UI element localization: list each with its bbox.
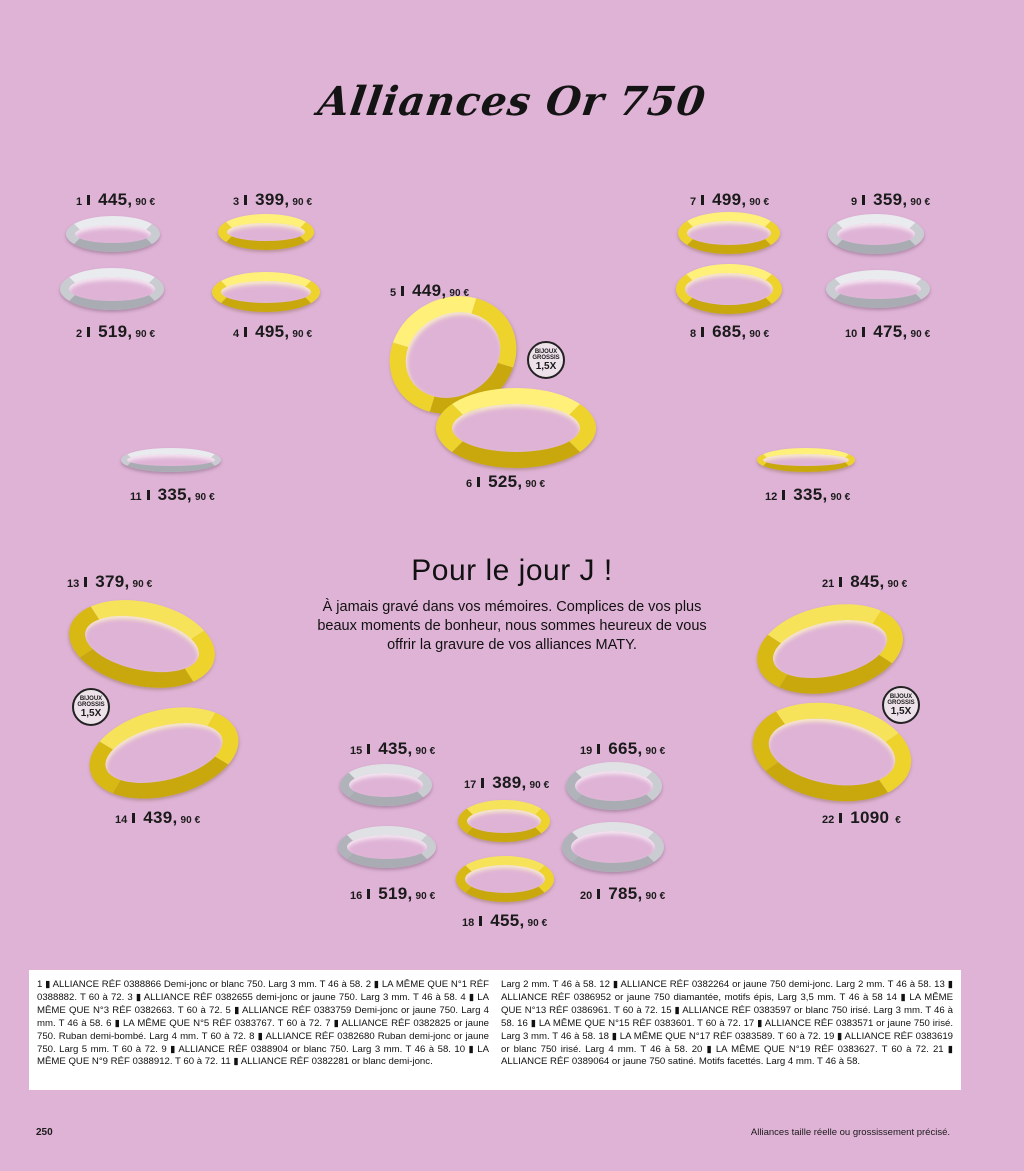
separator-bar <box>244 195 247 205</box>
separator-bar <box>367 889 370 899</box>
separator-bar <box>147 490 150 500</box>
price-label <box>580 884 665 904</box>
ring-13-image <box>61 588 223 701</box>
badge-line-1: BIJOUX <box>889 693 913 700</box>
item-number: 10 <box>845 328 858 340</box>
price-integer: 379, <box>95 572 130 591</box>
item-number: 12 <box>765 491 778 503</box>
badge-line-3: 1,5X <box>890 705 912 717</box>
ring-15-image <box>340 764 432 806</box>
price-currency: € <box>844 492 851 503</box>
separator-bar <box>597 744 600 754</box>
price-cents: 90 <box>525 479 537 490</box>
details-column-right: Larg 2 mm. T 46 à 58. 12 ▮ ALLIANCE RÉF 0382264 or jaune 750 demi-jonc. Larg 2 mm. T 46 à 58. 13 ▮ ALLIANCE RÉF 0386952 or jaune 750 diamantée, motifs épis, Larg 3,5 mm. T 46 à 58 14 ▮ LA MÊME QUE N°13 RÉF 0386961. T 60 à 72. 15 ▮ ALLIANCE RÉF 0383597 or blanc 750 irisé. Larg 3 mm. T 46 à 58. 16 ▮ LA MÊME QUE N°15 RÉF 0383601. T 60 à 72. 17 ▮ ALLIANCE RÉF 0383571 or jaune 750 irisé. Larg 3 mm. T 46 à 58. 18 ▮ LA MÊME QUE N°17 RÉF 0383589. T 60 à 72. 19 ▮ ALLIANCE RÉF 0383619 or blanc 750 irisé. Larg 4 mm. T 46 à 58. 20 ▮ LA MÊME QUE N°19 RÉF 0383627. T 60 à 72. 21 ▮ ALLIANCE RÉF 0389064 or jaune 750 satiné. Motifs facettés. Larg 4 mm. T 46 à 58. <box>501 979 953 1068</box>
ring-8-image <box>676 264 782 314</box>
ring-17-image <box>458 800 550 842</box>
ring-4-image <box>212 272 320 312</box>
separator-bar <box>479 916 482 926</box>
separator-bar <box>244 327 247 337</box>
price-cents: 90 <box>910 329 922 340</box>
separator-bar <box>597 889 600 899</box>
price-integer: 335, <box>157 485 192 504</box>
magnification-badge <box>527 341 565 379</box>
ring-12-image <box>757 448 855 472</box>
price-currency: € <box>901 579 908 590</box>
item-number: 13 <box>67 578 80 590</box>
separator-bar <box>839 813 842 823</box>
price-currency: € <box>543 780 550 791</box>
price-integer: 495, <box>255 322 290 341</box>
separator-bar <box>862 195 865 205</box>
ring-2-image <box>60 268 164 310</box>
item-number: 17 <box>464 779 477 791</box>
price-label <box>464 773 549 793</box>
separator-bar <box>367 744 370 754</box>
price-cents: 90 <box>887 579 899 590</box>
price-integer: 499, <box>712 190 747 209</box>
price-label <box>462 911 547 931</box>
item-number: 8 <box>690 328 697 340</box>
price-integer: 435, <box>378 739 413 758</box>
item-number: 21 <box>822 578 835 590</box>
price-cents: 90 <box>645 891 657 902</box>
price-label <box>233 190 312 210</box>
item-number: 15 <box>350 745 363 757</box>
price-cents: 90 <box>749 329 761 340</box>
footer-note: Alliances taille réelle ou grossissement précisé. <box>750 1127 950 1138</box>
item-number: 2 <box>76 328 83 340</box>
separator-bar <box>862 327 865 337</box>
price-integer: 525, <box>488 472 523 491</box>
price-integer: 685, <box>712 322 747 341</box>
product-details-box <box>29 970 961 1090</box>
price-cents: 90 <box>132 579 144 590</box>
price-currency: € <box>429 891 436 902</box>
price-integer: 845, <box>850 572 885 591</box>
item-number: 11 <box>130 491 142 503</box>
price-label <box>233 322 312 342</box>
price-cents: 90 <box>415 891 427 902</box>
price-label <box>765 485 850 505</box>
item-number: 18 <box>462 917 475 929</box>
price-integer: 785, <box>608 884 643 903</box>
price-label <box>350 739 435 759</box>
item-number: 4 <box>233 328 240 340</box>
item-number: 3 <box>233 196 240 208</box>
ring-19-image <box>566 762 662 810</box>
price-cents: 90 <box>292 197 304 208</box>
separator-bar <box>481 778 484 788</box>
price-integer: 519, <box>98 322 133 341</box>
price-currency: € <box>149 197 156 208</box>
separator-bar <box>701 327 704 337</box>
ring-1-image <box>66 216 160 252</box>
price-integer: 439, <box>143 808 178 827</box>
price-cents: 90 <box>180 815 192 826</box>
magnification-badge <box>72 688 110 726</box>
badge-line-2: GROSSIS <box>887 699 915 706</box>
price-integer: 475, <box>873 322 908 341</box>
price-currency: € <box>541 918 548 929</box>
page-number: 250 <box>36 1127 53 1138</box>
price-label <box>690 190 769 210</box>
ring-11-image <box>121 448 221 472</box>
price-currency: € <box>895 815 901 826</box>
price-currency: € <box>659 746 666 757</box>
badge-line-2: GROSSIS <box>532 354 560 361</box>
item-number: 19 <box>580 745 593 757</box>
item-number: 1 <box>76 196 83 208</box>
price-currency: € <box>306 197 313 208</box>
price-label <box>130 485 215 505</box>
price-currency: € <box>924 197 931 208</box>
price-integer: 445, <box>98 190 133 209</box>
price-integer: 335, <box>793 485 828 504</box>
ring-9-image <box>828 214 924 254</box>
price-integer: 449, <box>412 281 447 300</box>
price-cents: 90 <box>292 329 304 340</box>
price-label <box>851 190 930 210</box>
price-currency: € <box>924 329 931 340</box>
item-number: 5 <box>390 287 397 299</box>
price-currency: € <box>149 329 156 340</box>
badge-line-1: BIJOUX <box>79 695 103 702</box>
price-integer: 1090 <box>850 808 890 827</box>
price-integer: 359, <box>873 190 908 209</box>
price-label <box>690 322 769 342</box>
price-cents: 90 <box>194 492 207 503</box>
ring-10-image <box>826 270 930 308</box>
price-cents: 90 <box>449 288 461 299</box>
price-currency: € <box>146 579 153 590</box>
ring-7-image <box>678 212 780 254</box>
price-cents: 90 <box>830 492 842 503</box>
price-cents: 90 <box>527 918 539 929</box>
ring-3-image <box>218 214 314 250</box>
ring-21-image <box>749 592 915 707</box>
separator-bar <box>132 813 135 823</box>
price-cents: 90 <box>135 197 147 208</box>
price-cents: 90 <box>135 329 147 340</box>
price-cents: 90 <box>645 746 657 757</box>
item-number: 7 <box>690 196 697 208</box>
price-label <box>350 884 435 904</box>
separator-bar <box>87 327 90 337</box>
price-currency: € <box>306 329 313 340</box>
price-currency: € <box>539 479 546 490</box>
price-label <box>845 322 930 342</box>
badge-line-1: BIJOUX <box>534 348 558 355</box>
price-label <box>390 281 469 301</box>
item-number: 22 <box>822 814 835 826</box>
price-integer: 389, <box>492 773 527 792</box>
item-number: 6 <box>466 478 473 490</box>
separator-bar <box>701 195 704 205</box>
separator-bar <box>477 477 480 487</box>
item-number: 14 <box>115 814 128 826</box>
price-currency: € <box>463 288 470 299</box>
badge-line-3: 1,5X <box>535 360 557 372</box>
price-cents: 90 <box>529 780 541 791</box>
price-integer: 455, <box>490 911 525 930</box>
price-label <box>115 808 200 828</box>
price-currency: € <box>659 891 666 902</box>
separator-bar <box>87 195 90 205</box>
details-column-left: 1 ▮ ALLIANCE RÉF 0388866 Demi-jonc or blanc 750. Larg 3 mm. T 46 à 58. 2 ▮ LA MÊME QUE N°1 RÉF 0388882. T 60 à 72. 3 ▮ ALLIANCE RÉF 0382655 demi-jonc or jaune 750. Larg 3 mm. T 46 à 58. 4 ▮ LA MÊME QUE N°3 RÉF 0382663. T 60 à 72. 5 ▮ ALLIANCE RÉF 0383759 Demi-jonc or jaune 750. Larg 4 mm. T 46 à 58. 6 ▮ LA MÊME QUE N°5 RÉF 0383767. T 60 à 72. 7 ▮ ALLIANCE RÉF 0382825 or jaune 750. Ruban demi-bombé. Larg 4 mm. T 60 à 72. 8 ▮ ALLIANCE RÉF 0382680 Ruban demi-jonc or jaune 750. Larg 5 mm. T 60 à 72. 9 ▮ ALLIANCE RÉF 0388904 or blanc 750. Larg 3 mm. T 46 à 58. 10 ▮ LA MÊME QUE N°9 RÉF 0388912. T 60 à 72. 11 ▮ ALLIANCE RÉF 0382281 or blanc demi-jonc. <box>37 979 489 1068</box>
price-cents: 90 <box>415 746 427 757</box>
price-cents: 90 <box>910 197 922 208</box>
ring-18-image <box>456 856 554 902</box>
magnification-badge <box>882 686 920 724</box>
price-label <box>466 472 545 492</box>
promo-text: À jamais gravé dans vos mémoires. Complices de vos plus beaux moments de bonheur, nous sommes heureux de vous offrir la gravure de vos alliances MATY. <box>317 599 707 653</box>
separator-bar <box>782 490 785 500</box>
price-label <box>822 808 901 828</box>
price-integer: 665, <box>608 739 643 758</box>
badge-line-3: 1,5X <box>80 707 102 719</box>
promo-title: Pour le jour J ! <box>411 554 613 587</box>
ring-6-image <box>436 388 596 468</box>
price-label <box>76 322 155 342</box>
ring-20-image <box>562 822 664 872</box>
price-integer: 399, <box>255 190 290 209</box>
price-currency: € <box>429 746 436 757</box>
price-label <box>580 739 665 759</box>
price-currency: € <box>209 492 215 503</box>
price-currency: € <box>763 329 770 340</box>
ring-16-image <box>338 826 436 868</box>
item-number: 9 <box>851 196 858 208</box>
price-currency: € <box>763 197 770 208</box>
price-currency: € <box>194 815 201 826</box>
item-number: 20 <box>580 890 593 902</box>
price-cents: 90 <box>749 197 761 208</box>
price-integer: 519, <box>378 884 413 903</box>
page-title: Alliances Or 750 <box>315 78 709 125</box>
separator-bar <box>401 286 404 296</box>
item-number: 16 <box>350 890 363 902</box>
price-label <box>76 190 155 210</box>
badge-line-2: GROSSIS <box>77 701 105 708</box>
